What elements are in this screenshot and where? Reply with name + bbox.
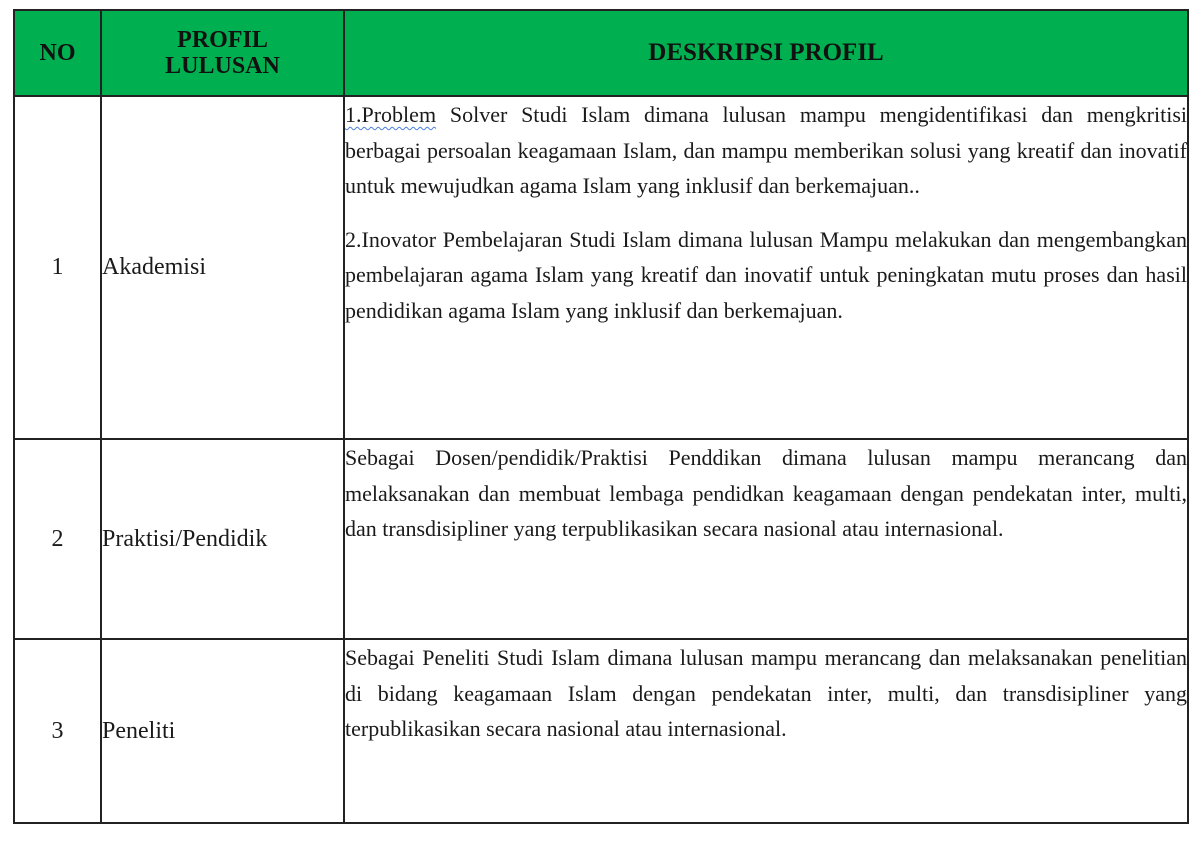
table-row	[14, 96, 1188, 439]
header-no	[14, 10, 101, 96]
table-body	[14, 96, 1188, 823]
header-deskripsi-profil	[344, 10, 1188, 96]
row-description	[344, 439, 1188, 639]
header-profil-lulusan	[101, 10, 344, 96]
row-number: 3	[14, 639, 101, 823]
row-profil: Praktisi/Pendidik	[101, 439, 344, 639]
table-row	[14, 639, 1188, 823]
row-description	[344, 639, 1188, 823]
profil-lulusan-table	[13, 9, 1189, 824]
description-paragraph: Sebagai Dosen/pendidik/Praktisi Penddikan dimana lulusan mampu merancang dan melaksanakan dan membuat lembaga pendidkan keagamaan dengan pendekatan inter, multi, dan transdisipliner yang terpublikasikan secara nasional atau internasional.	[345, 445, 1187, 541]
header-row	[14, 10, 1188, 96]
header-profil-line2: LULUSAN	[165, 53, 280, 79]
table-row	[14, 439, 1188, 639]
header-deskripsi-label: DESKRIPSI PROFIL	[648, 39, 884, 66]
header-profil-line1: PROFIL	[177, 27, 268, 53]
description-paragraph: 2.Inovator Pembelajaran Studi Islam dimana lulusan Mampu melakukan dan mengembangkan pembelajaran agama Islam yang kreatif dan inovatif untuk peningkatan mutu proses dan hasil pendidikan agama Islam yang inklusif dan berkemajuan.	[345, 226, 1187, 323]
description-paragraph	[345, 97, 1187, 204]
header-no-label: NO	[39, 40, 76, 66]
row-description	[344, 96, 1188, 439]
description-text: Solver Studi Islam dimana lulusan mampu mengidentifikasi dan mengkritisi berbagai persoalan keagamaan Islam, dan mampu memberikan solusi yang kreatif dan inovatif untuk mewujudkan agama Islam yang inklusif dan berkemajuan..	[345, 102, 1187, 198]
spellcheck-marked-word: 1.Problem	[345, 102, 437, 127]
description-paragraph: Sebagai Peneliti Studi Islam dimana lulusan mampu merancang dan melaksanakan penelitian di bidang keagamaan Islam dengan pendekatan inter, multi, dan transdisipliner yang terpublikasikan secara nasional atau internasional.	[345, 645, 1187, 741]
row-number: 2	[14, 439, 101, 639]
row-profil: Peneliti	[101, 639, 344, 823]
row-profil: Akademisi	[101, 96, 344, 439]
row-number: 1	[14, 96, 101, 439]
table-header	[14, 10, 1188, 96]
